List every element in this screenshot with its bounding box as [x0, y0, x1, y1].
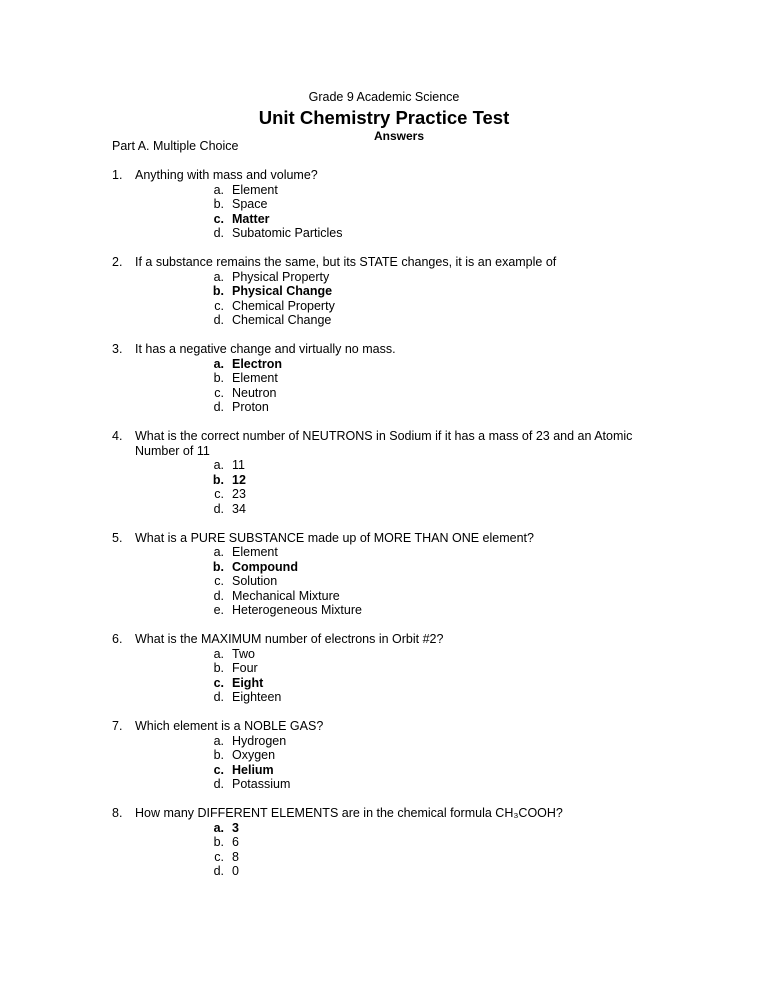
question-line — [112, 255, 672, 270]
question-number: 6. — [112, 632, 123, 646]
answer-option — [204, 183, 672, 198]
option-list — [112, 734, 672, 792]
option-letter: c. — [213, 211, 224, 226]
option-text: Two — [232, 646, 255, 661]
option-text: Compound — [232, 559, 298, 574]
answer-option — [204, 270, 672, 285]
option-letter: a. — [213, 646, 224, 661]
option-text: Physical Change — [232, 284, 333, 298]
question-number: 7. — [112, 719, 123, 733]
answer-option — [204, 603, 672, 618]
question-line — [112, 806, 672, 821]
answer-option — [204, 458, 672, 473]
answer-option — [204, 545, 672, 560]
option-text: Space — [232, 197, 268, 211]
option-letter: a. — [213, 269, 224, 284]
answer-option — [204, 690, 672, 705]
answer-option — [204, 226, 672, 241]
option-letter: a. — [213, 458, 224, 472]
option-text: 34 — [232, 501, 246, 516]
option-text: Chemical Property — [232, 298, 335, 313]
question-text: What is a PURE SUBSTANCE made up of MORE THAN ONE element? — [135, 530, 534, 545]
option-text: Eight — [232, 675, 264, 690]
question-text: How many DIFFERENT ELEMENTS are in the chemical formula CH₃COOH? — [135, 806, 563, 820]
option-letter: c. — [213, 762, 224, 777]
question-text: If a substance remains the same, but its STATE changes, it is an example of — [135, 255, 557, 269]
question-number: 3. — [112, 342, 123, 356]
option-list — [112, 270, 672, 328]
answers-label: Answers — [373, 129, 425, 143]
option-letter: b. — [213, 371, 224, 385]
question-item — [112, 255, 672, 328]
question-text: What is the correct number of NEUTRONS in Sodium if it has a mass of 23 and an Atomic Number of 11 — [135, 429, 633, 458]
option-list — [112, 647, 672, 705]
question-text: Which element is a NOBLE GAS? — [135, 719, 324, 733]
answer-option — [204, 777, 672, 792]
option-text: Heterogeneous Mixture — [232, 603, 362, 617]
question-text: It has a negative change and virtually no mass. — [135, 342, 396, 356]
answer-option — [204, 386, 672, 401]
option-letter: a. — [213, 182, 224, 197]
option-letter: d. — [213, 588, 224, 603]
answer-option — [204, 850, 672, 865]
option-text: Oxygen — [232, 748, 276, 762]
question-line — [112, 531, 672, 546]
option-text: 12 — [232, 472, 246, 487]
option-text: Helium — [232, 762, 274, 777]
option-text: Element — [232, 182, 278, 197]
question-item — [112, 632, 672, 705]
question-line — [112, 168, 672, 183]
option-text: Solution — [232, 574, 278, 588]
option-text: 23 — [232, 487, 246, 501]
question-text: What is the MAXIMUM number of electrons in Orbit #2? — [135, 632, 444, 646]
answer-option — [204, 197, 672, 212]
option-letter: b. — [212, 472, 224, 487]
question-item — [112, 531, 672, 618]
option-text: 0 — [232, 864, 239, 878]
answer-option — [204, 734, 672, 749]
option-letter: d. — [213, 777, 224, 791]
answer-option — [204, 502, 672, 517]
part-heading: Part A. Multiple Choice — [112, 139, 239, 153]
answer-option — [204, 835, 672, 850]
option-list — [112, 545, 672, 618]
question-item — [112, 168, 672, 241]
option-text: Mechanical Mixture — [232, 588, 340, 603]
option-text: Neutron — [232, 385, 277, 400]
option-text: 11 — [232, 458, 245, 472]
option-text: Subatomic Particles — [232, 226, 343, 240]
option-letter: c. — [214, 298, 224, 313]
answer-option — [204, 748, 672, 763]
option-text: 3 — [232, 820, 239, 835]
answer-option — [204, 574, 672, 589]
option-text: Potassium — [232, 777, 291, 791]
option-text: Physical Property — [232, 269, 330, 284]
option-letter: b. — [213, 197, 224, 211]
question-line — [112, 429, 672, 458]
question-line — [112, 632, 672, 647]
question-text: Anything with mass and volume? — [135, 168, 318, 182]
option-list — [112, 821, 672, 879]
question-item — [112, 429, 672, 516]
option-letter: d. — [213, 864, 224, 878]
question-item — [112, 806, 672, 879]
option-letter: b. — [213, 748, 224, 762]
question-number: 5. — [112, 530, 123, 545]
option-letter: d. — [213, 690, 224, 704]
correct-answer-option — [204, 284, 672, 299]
option-letter: a. — [213, 545, 224, 559]
option-letter: d. — [213, 400, 224, 414]
option-text: Hydrogen — [232, 733, 287, 748]
question-number: 8. — [112, 806, 123, 820]
question-number: 4. — [112, 429, 123, 443]
answer-option — [204, 647, 672, 662]
option-letter: e. — [213, 603, 224, 617]
document-header — [0, 90, 768, 143]
option-letter: a. — [213, 733, 224, 748]
question-line — [112, 719, 672, 734]
option-list — [112, 458, 672, 516]
option-letter: b. — [213, 661, 224, 675]
option-letter: b. — [213, 835, 224, 849]
option-letter: c. — [214, 849, 224, 864]
option-list — [112, 183, 672, 241]
test-title: Unit Chemistry Practice Test — [258, 107, 510, 128]
option-text: 6 — [232, 835, 239, 849]
option-text: Element — [232, 545, 278, 559]
answer-option — [204, 400, 672, 415]
correct-answer-option — [204, 676, 672, 691]
option-letter: d. — [213, 313, 224, 327]
option-text: Eighteen — [232, 690, 282, 704]
correct-answer-option — [204, 357, 672, 372]
option-text: 8 — [232, 849, 239, 864]
question-item — [112, 719, 672, 792]
option-letter: c. — [214, 574, 224, 588]
option-letter: d. — [213, 501, 224, 516]
option-text: Chemical Change — [232, 313, 332, 327]
option-letter: c. — [213, 675, 224, 690]
option-letter: d. — [213, 226, 224, 240]
option-text: Matter — [232, 211, 270, 226]
option-letter: c. — [214, 385, 224, 400]
question-line — [112, 342, 672, 357]
option-letter: a. — [213, 356, 224, 371]
question-item — [112, 342, 672, 415]
answer-option — [204, 313, 672, 328]
answer-option — [204, 589, 672, 604]
option-letter: b. — [212, 559, 224, 574]
question-number: 2. — [112, 255, 123, 269]
option-list — [112, 357, 672, 415]
course-name: Grade 9 Academic Science — [308, 90, 460, 104]
option-text: Electron — [232, 356, 283, 371]
correct-answer-option — [204, 473, 672, 488]
answer-option — [204, 864, 672, 879]
correct-answer-option — [204, 821, 672, 836]
option-letter: c. — [214, 487, 224, 501]
answer-option — [204, 299, 672, 314]
option-text: Proton — [232, 400, 269, 414]
answer-option — [204, 487, 672, 502]
answer-option — [204, 661, 672, 676]
option-text: Element — [232, 371, 278, 385]
option-letter: a. — [213, 820, 224, 835]
question-list — [112, 168, 672, 893]
answer-option — [204, 371, 672, 386]
correct-answer-option — [204, 763, 672, 778]
correct-answer-option — [204, 212, 672, 227]
option-text: Four — [232, 661, 258, 675]
correct-answer-option — [204, 560, 672, 575]
question-number: 1. — [112, 168, 123, 182]
option-letter: b. — [212, 284, 224, 298]
